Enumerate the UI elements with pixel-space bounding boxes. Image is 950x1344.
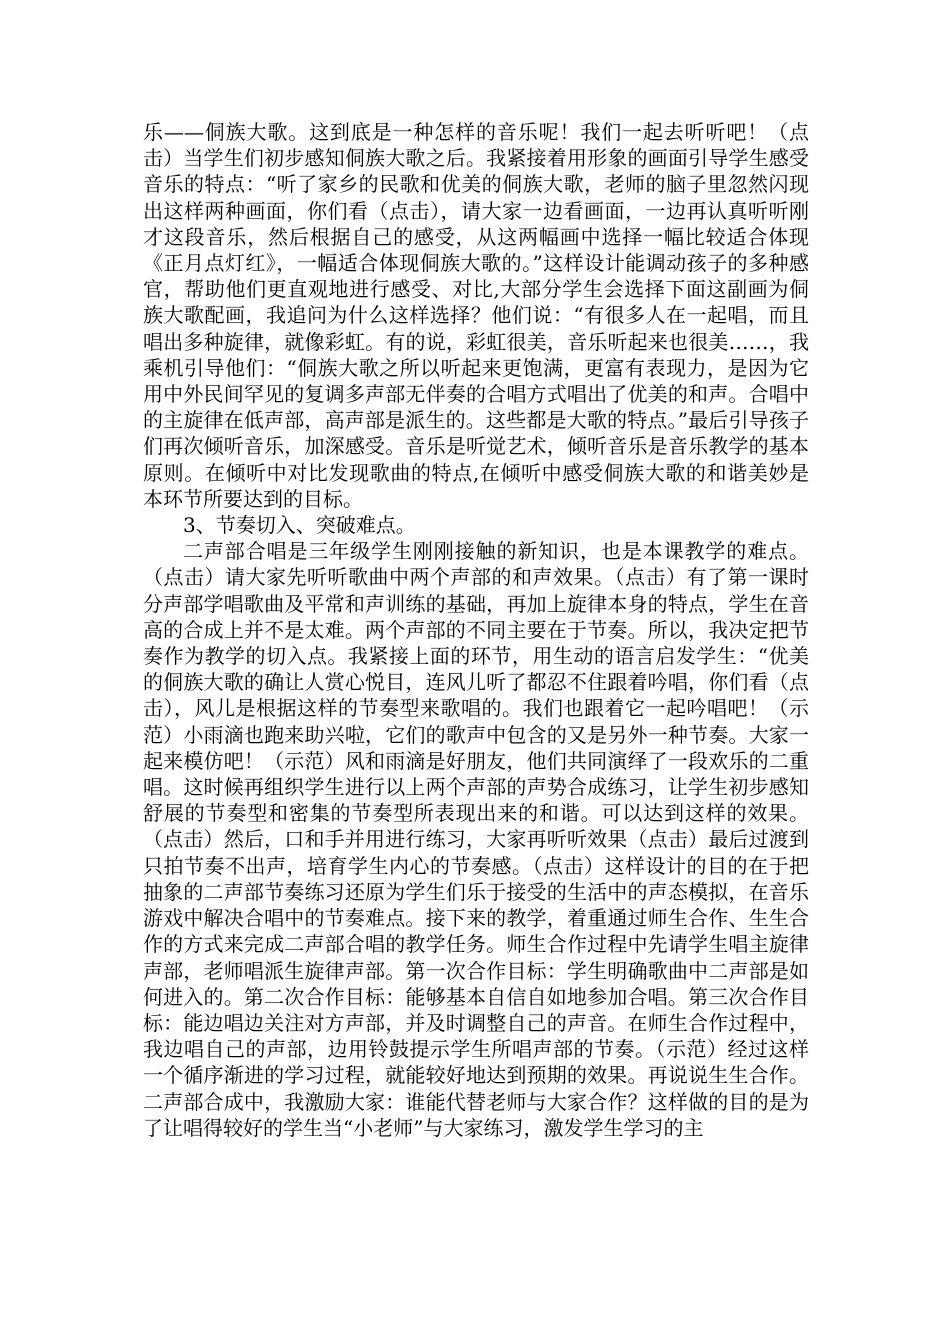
document-page (143, 119, 809, 1141)
section-heading-rhythm: 3、节奏切入、突破难点。 (183, 513, 416, 538)
paragraph-dong-song-listening: 乐——侗族大歌。这到底是一种怎样的音乐呢！我们一起去听听吧！（点击）当学生们初步感知侗族大歌之后。我紧接着用形象的画面引导学生感受音乐的特点：“听了家乡的民歌和优美的侗族大歌，老师的脑子里忽然闪现出这样两种画面，你们看（点击），请大家一边看画面，一边再认真听听刚才这段音乐，然后根据自己的感受，从这两幅画中选择一幅比较适合体现《正月点灯红》，一幅适合体现侗族大歌的。”这样设计能调动孩子的多种感官，帮助他们更直观地进行感受、对比,大部分学生会选择下面这副画为侗族大歌配画，我追问为什么这样选择？他们说：“有很多人在一起唱，而且唱出多种旋律，就像彩虹。有的说，彩虹很美，音乐听起来也很美……，我乘机引导他们：“侗族大歌之所以听起来更饱满，更富有表现力，是因为它用中外民间罕见的复调多声部无伴奏的合唱方式唱出了优美的和声。合唱中的主旋律在低声部，高声部是派生的。这些都是大歌的特点。”最后引导孩子们再次倾听音乐，加深感受。音乐是听觉艺术，倾听音乐是音乐教学的基本原则。在倾听中对比发现歌曲的特点,在倾听中感受侗族大歌的和谐美妙是本环节所要达到的目标。 (143, 120, 809, 511)
paragraph-two-part-chorus: 二声部合唱是三年级学生刚刚接触的新知识，也是本课教学的难点。（点击）请大家先听听歌曲中两个声部的和声效果。（点击）有了第一课时分声部学唱歌曲及平常和声训练的基础，再加上旋律本身的特点，学生在音高的合成上并不是太难。两个声部的不同主要在于节奏。所以，我决定把节奏作为教学的切入点。我紧接上面的环节，用生动的语言启发学生：“优美的侗族大歌的确让人赏心悦目，连风儿听了都忍不住跟着吟唱，你们看（点击），风儿是根据这样的节奏型来歌唱的。我们也跟着它一起吟唱吧！（示范）小雨滴也跑来助兴啦，它们的歌声中包含的又是另外一种节奏。大家一起来模仿吧！（示范）风和雨滴是好朋友，他们共同演绎了一段欢乐的二重唱。这时候再组织学生进行以上两个声部的声势合成练习，让学生初步感知舒展的节奏型和密集的节奏型所表现出来的和谐。可以达到这样的效果。（点击）然后，口和手并用进行练习，大家再听听效果（点击）最后过渡到只拍节奏不出声，培育学生内心的节奏感。（点击）这样设计的目的在于把抽象的二声部节奏练习还原为学生们乐于接受的生活中的声态模拟，在音乐游戏中解决合唱中的节奏难点。接下来的教学，着重通过师生合作、生生合作的方式来完成二声部合唱的教学任务。师生合作过程中先请学生唱主旋律声部，老师唱派生旋律声部。第一次合作目标：学生明确歌曲中二声部是如何进入的。第二次合作目标：能够基本自信自如地参加合唱。第三次合作目标：能边唱边关注对方声部，并及时调整自己的声音。在师生合作过程中，我边唱自己的声部，边用铃鼓提示学生所唱声部的节奏。（示范）经过这样一个循序渐进的学习过程，就能较好地达到预期的效果。再说说生生合作。二声部合成中，我激励大家：谁能代替老师与大家合作？这样做的目的是为了让唱得较好的学生当“小老师”与大家练习，激发学生学习的主 (143, 539, 809, 1140)
